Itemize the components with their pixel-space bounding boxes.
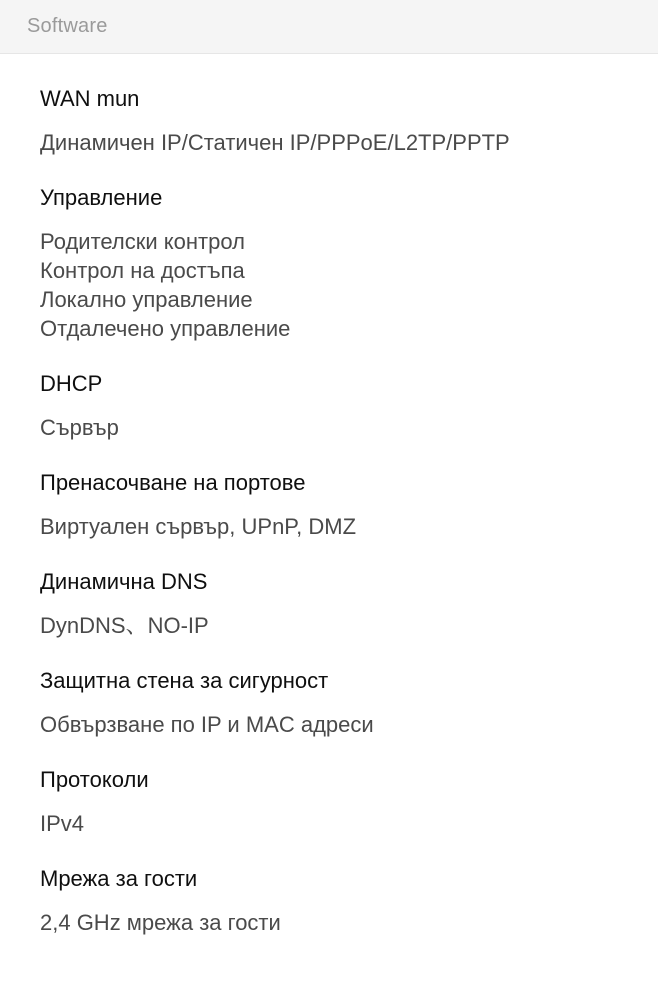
spec-label: Протоколи: [40, 767, 149, 792]
spec-value-line: Сървър: [40, 415, 119, 440]
spec-label: Пренасочване на портове: [40, 470, 306, 495]
spec-value-line: Отдалечено управление: [40, 316, 291, 341]
spec-label: Мрежа за гости: [40, 866, 198, 891]
spec-value-line: Виртуален сървър, UPnP, DMZ: [40, 514, 357, 539]
spec-value-line: Родителски контрол: [40, 229, 245, 254]
spec-value: [40, 512, 618, 541]
spec-dhcp: [40, 369, 618, 442]
section-title: Software: [27, 15, 108, 37]
spec-label: Управление: [40, 185, 163, 210]
spec-label: Защитна стена за сигурност: [40, 668, 329, 693]
spec-value: [40, 227, 618, 343]
spec-label: DHCP: [40, 371, 103, 396]
spec-management: [40, 183, 618, 343]
spec-value-line: Локално управление: [40, 287, 253, 312]
spec-wan-type: [40, 84, 618, 157]
spec-value-line: 2,4 GHz мрежа за гости: [40, 910, 281, 935]
spec-value-line: Контрол на достъпа: [40, 258, 245, 283]
spec-list: [0, 54, 658, 937]
spec-value-line: DynDNS、NO-IP: [40, 613, 209, 638]
section-header: [0, 0, 658, 54]
spec-value-line: Обвързване по IP и MAC адреси: [40, 712, 374, 737]
spec-protocols: [40, 765, 618, 838]
spec-value: [40, 908, 618, 937]
spec-label: Динамична DNS: [40, 569, 208, 594]
spec-value: [40, 710, 618, 739]
spec-guest-network: [40, 864, 618, 937]
spec-value-line: Динамичен IP/Статичен IP/PPPoE/L2TP/PPTP: [40, 130, 510, 155]
spec-port-forwarding: [40, 468, 618, 541]
spec-value: [40, 128, 618, 157]
spec-firewall: [40, 666, 618, 739]
spec-value-line: IPv4: [40, 811, 85, 836]
spec-dynamic-dns: [40, 567, 618, 640]
spec-value: [40, 611, 618, 640]
spec-value: [40, 413, 618, 442]
spec-value: [40, 809, 618, 838]
spec-label: WAN mun: [40, 86, 140, 111]
